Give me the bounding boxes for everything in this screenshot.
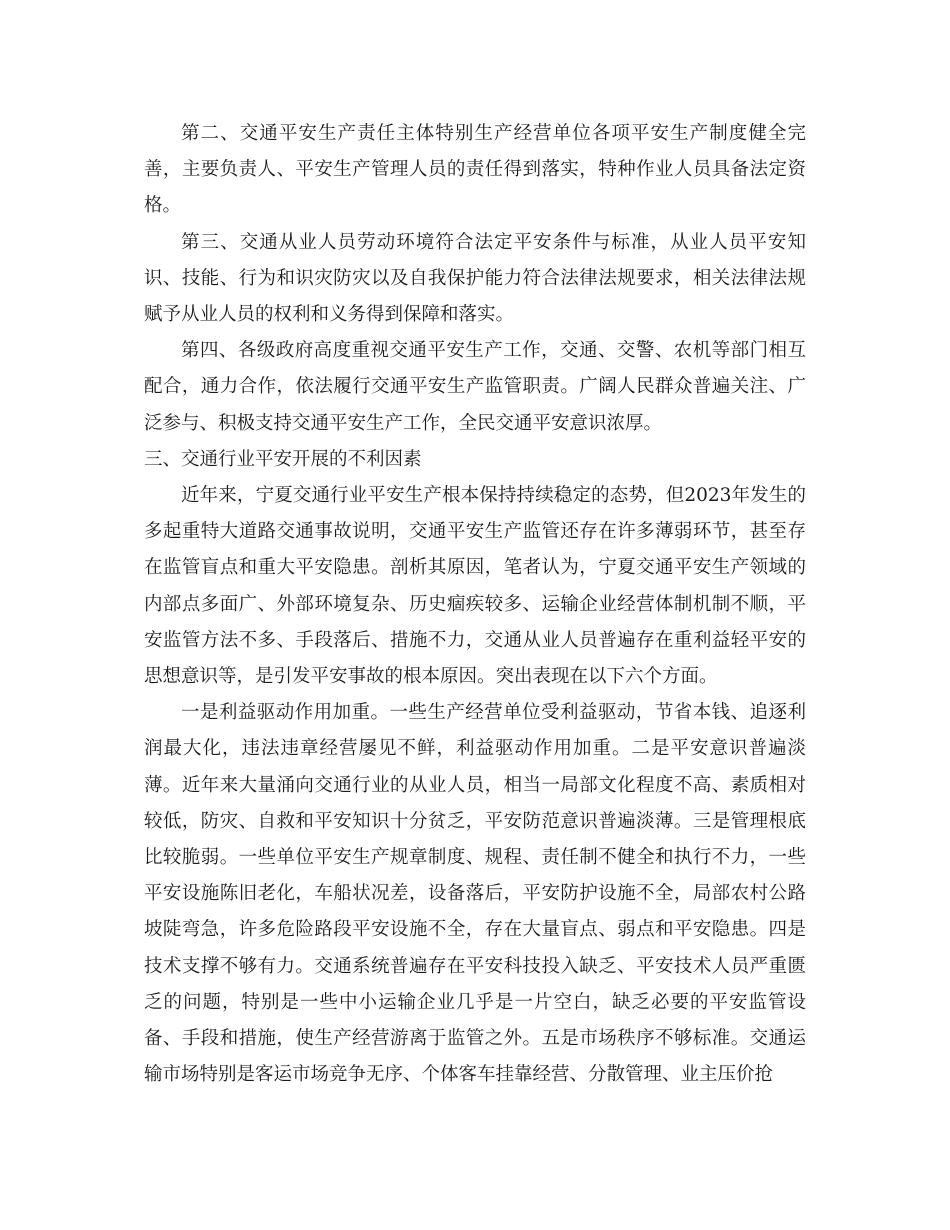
- paragraph-second-point: 第二、交通平安生产责任主体特别生产经营单位各项平安生产制度健全完善，主要负责人、平安生产管理人员的责任得到落实，特种作业人员具备法定资格。: [144, 123, 806, 217]
- section-heading-unfavorable-factors: 三、交通行业平安开展的不利因素: [144, 448, 422, 470]
- document-page: [144, 116, 806, 1093]
- paragraph-fourth-point: 第四、各级政府高度重视交通平安生产工作，交通、交警、农机等部门相互配合，通力合作，依法履行交通平安生产监管职责。广阔人民群众普遍关注、广泛参与、积极支持交通平安生产工作，全民交通平安意识浓厚。: [144, 340, 806, 434]
- paragraph-six-aspects: 一是利益驱动作用加重。一些生产经营单位受利益驱动，节省本钱、追逐利润最大化，违法违章经营屡见不鲜，利益驱动作用加重。二是平安意识普遍淡薄。近年来大量涌向交通行业的从业人员，相当一局部文化程度不高、素质相对较低，防灾、自救和平安知识十分贫乏，平安防范意识普遍淡薄。三是管理根底比较脆弱。一些单位平安生产规章制度、规程、责任制不健全和执行不力，一些平安设施陈旧老化，车船状况差，设备落后，平安防护设施不全，局部农村公路坡陡弯急，许多危险路段平安设施不全，存在大量盲点、弱点和平安隐患。四是技术支撑不够有力。交通系统普遍存在平安科技投入缺乏、平安技术人员严重匮乏的问题，特别是一些中小运输企业几乎是一片空白，缺乏必要的平安监管设备、手段和措施，使生产经营游离于监管之外。五是市场秩序不够标准。交通运输市场特别是客运市场竞争无序、个体客车挂靠经营、分散管理、业主压价抢: [144, 702, 806, 1086]
- paragraph-recent-years: 近年来，宁夏交通行业平安生产根本保持持续稳定的态势，但2023年发生的多起重特大道路交通事故说明，交通平安生产监管还存在许多薄弱环节，甚至存在监管盲点和重大平安隐患。剖析其原因，笔者认为，宁夏交通平安生产领域的内部点多面广、外部环境复杂、历史痼疾较多、运输企业经营体制机制不顺，平安监管方法不多、手段落后、措施不力，交通从业人员普遍存在重利益轻平安的思想意识等，是引发平安事故的根本原因。突出表现在以下六个方面。: [144, 485, 806, 688]
- paragraph-third-point: 第三、交通从业人员劳动环境符合法定平安条件与标准，从业人员平安知识、技能、行为和识灾防灾以及自我保护能力符合法律法规要求，相关法律法规赋予从业人员的权利和义务得到保障和落实。: [144, 231, 806, 326]
